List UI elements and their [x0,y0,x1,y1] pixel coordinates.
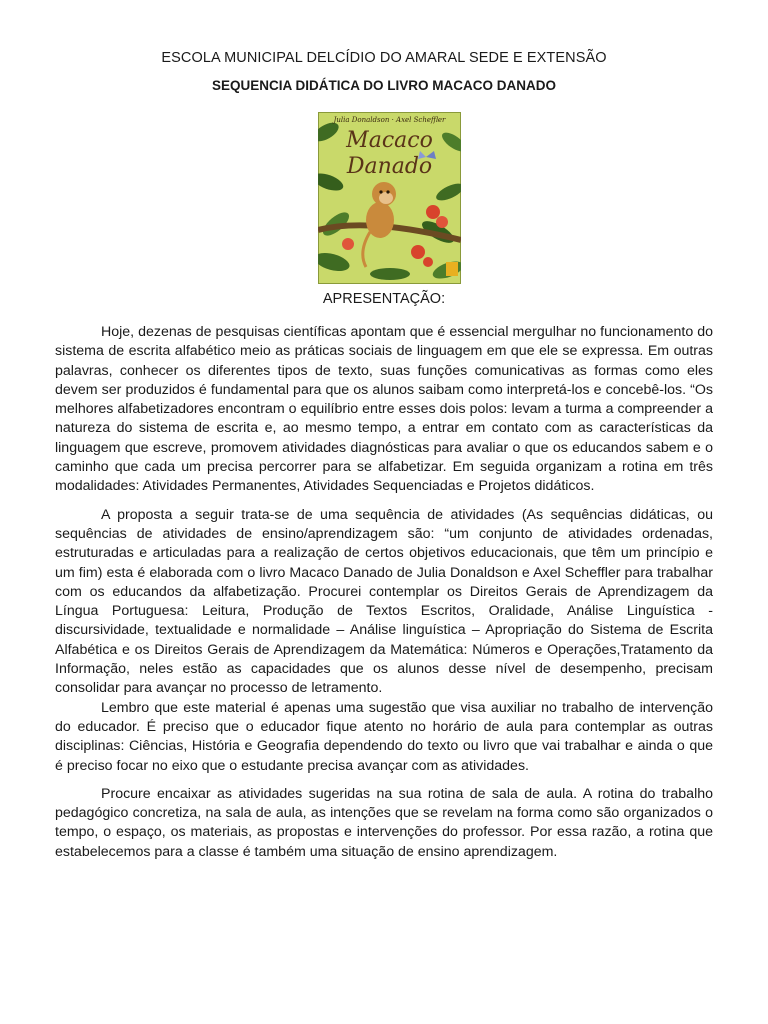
paragraph: Lembro que este material é apenas uma sugestão que visa auxiliar no trabalho de intervenção do educador. É preciso que o educador fique atento no horário de aula para contemplar as outras disciplinas: Ciências, História e Geografia dependendo do texto ou livro que vai trabalhar e ainda o que é preciso focar no eixo que o estudante precisa avançar com as atividades. [55,699,713,774]
cover-authors: Julia Donaldson · Axel Scheffler [333,116,446,124]
document-title: SEQUENCIA DIDÁTICA DO LIVRO MACACO DANADO [212,78,556,93]
body-text [55,323,713,862]
book-cover-image [318,112,461,284]
cover-title-line1: Macaco [346,128,433,153]
paragraph: Hoje, dezenas de pesquisas científicas apontam que é essencial mergulhar no funcionamento do sistema de escrita alfabético meio as práticas sociais de linguagem em que ele se expressa. Em outras palavras, conhecer os diferentes tipos de texto, suas funções comunicativas as formas como eles devem ser produzidos é fundamental para que os alunos saibam como interpretá-los e concebê-los. “Os melhores alfabetizadores encontram o equilíbrio entre esses dois polos: levam a turma a compreender a natureza do sistema de escrita e, ao mesmo tempo, a entrar em contato com as características da linguagem que escreve, promovem atividades diagnósticas para avaliar o que os educandos sabem e o caminho que cada um precisa percorrer para se alfabetizar. Em seguida organizam a rotina em três modalidades: Atividades Permanentes, Atividades Sequenciadas e Projetos didáticos. [55,324,713,495]
section-heading: APRESENTAÇÃO: [322,291,446,307]
cover-title-line2: Danado [346,154,433,179]
paragraph: A proposta a seguir trata-se de uma sequência de atividades (As sequências didáticas, ou sequências de atividades de ensino/aprendizagem são: “um conjunto de atividades ordenadas, estruturadas e articuladas para a realização de certos objetivos educacionais, que têm um princípio e um fim) esta é elaborada com o livro Macaco Danado de Julia Donaldson e Axel Scheffler para trabalhar com os educandos da alfabetização. Procurei contemplar os Direitos Gerais de Aprendizagem da Língua Portuguesa: Leitura, Produção de Textos Escritos, Oralidade, Análise Linguística - discursividade, textualidade e normalidade – Análise linguística – Apropriação do Sistema de Escrita Alfabética e os Direitos Gerais de Aprendizagem da Matemática: Números e Operações,Tratamento da Informação, neles estão as capacidades que os alunos desse nível de desempenho, precisam consolidar para avançar no processo de letramento. [55,506,713,697]
paragraph: Procure encaixar as atividades sugeridas na sua rotina de sala de aula. A rotina do trabalho pedagógico concretiza, na sala de aula, as intenções que se revelam na forma como são organizados o tempo, o espaço, os materiais, as propostas e intervenções do professor. Por essa razão, a rotina que estabelecemos para a classe é também uma situação de ensino aprendizagem. [55,785,713,860]
school-name: ESCOLA MUNICIPAL DELCÍDIO DO AMARAL SEDE E EXTENSÃO [161,50,607,66]
